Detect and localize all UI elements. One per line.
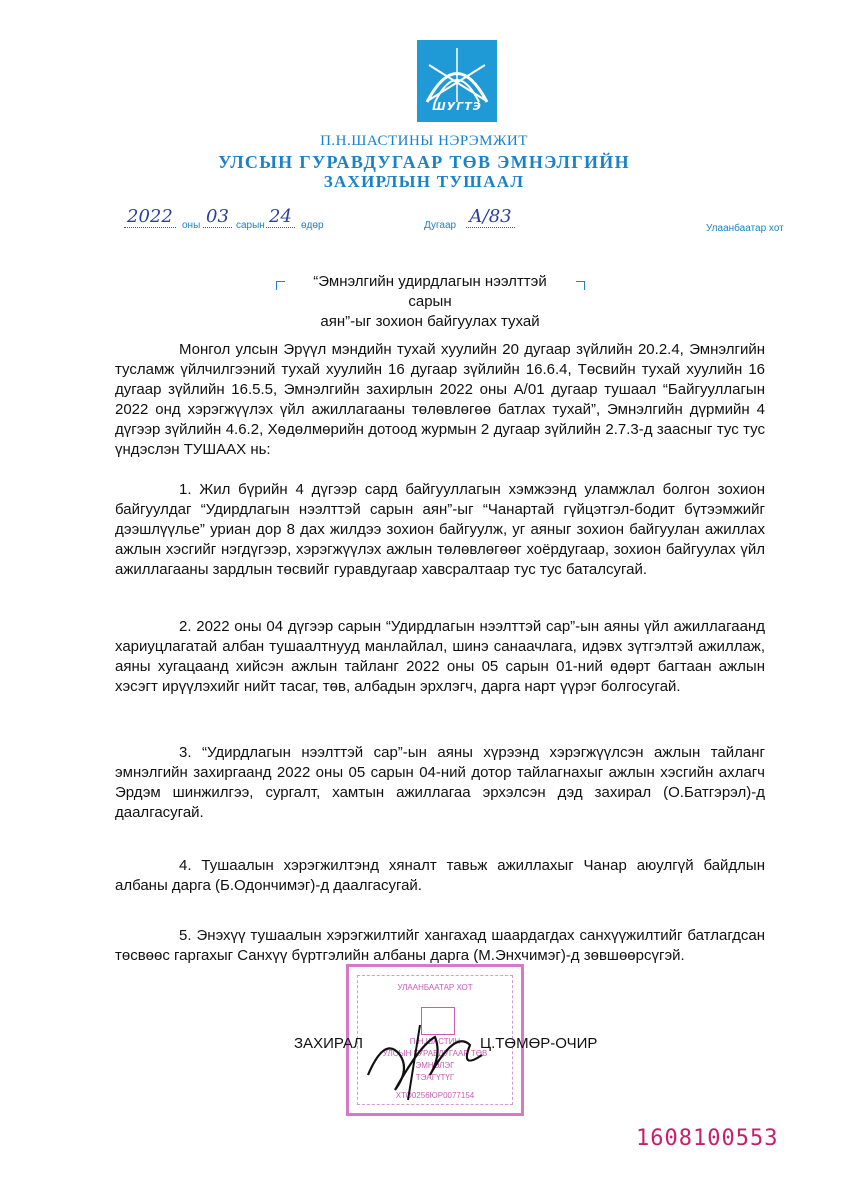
subject-line-2: аян”-ыг зохион байгуулах тухай: [320, 313, 540, 330]
order-subject: [290, 272, 570, 332]
order-number-label: Дугаар: [424, 220, 457, 231]
subject-corner-right: [576, 281, 585, 290]
stamp-line-1: П.Н.ШАСТИН: [409, 1037, 461, 1046]
handwritten-signature: [360, 1015, 490, 1105]
document-serial-number: 1608100553: [636, 1126, 779, 1151]
order-item-4: 4. Тушаалын хэрэгжилтэнд хяналт тавьж ажиллахыг Чанар аюулгүй байдлын албаны дарга (Б.Одончимэг)-д даалгасугай.: [115, 857, 765, 894]
hospital-logo: [417, 40, 497, 122]
signatory-title: ЗАХИРАЛ: [294, 1035, 364, 1052]
order-number: А/83: [466, 206, 515, 228]
stamp-line-4: ТЭАГҮТҮГ: [415, 1073, 455, 1082]
order-item-1: 1. Жил бүрийн 4 дүгээр сард байгууллагын хэмжээнд уламжлал болгон зохион байгуулдаг “Удирдлагын нээлттэй сарын аян”-ыг “Чанартай гүйцэтгэл-бодит бүтээмжийг дээшлүүлье” уриан дор 8 дах жилдээ зохион байгуулж, уг аяныг зохион байгуулан ажиллах ажлын хэсгийг нэгдүгээр, хэрэгжүүлэх ажлын төлөвлөгөөг хоёрдугаар, зохион байгуулах үйл ажиллагааны зардлын төсвийг гуравдугаар хавсралтаар тус тус баталсугай.: [115, 481, 765, 578]
stamp-top-text: УЛААНБААТАР ХОТ: [397, 983, 473, 992]
date-month: 03: [203, 206, 232, 228]
subject-corner-left: [276, 281, 285, 290]
date-day: 24: [266, 206, 295, 228]
date-month-label: сарын: [236, 220, 265, 231]
date-year-label: оны: [182, 220, 201, 231]
stamp-bottom-text: ХТО0256ЮР0077154: [395, 1091, 475, 1100]
order-item-5: 5. Энэхүү тушаалын хэрэгжилтийг хангахад шаардагдах санхүүжилтийг батлагдсан төсвөөс гаргахыг Санхүү бүртгэлийн албаны дарга (М.Энхчимэг)-д зөвшөөрсүгэй.: [115, 927, 765, 964]
date-year: 2022: [124, 206, 176, 228]
stamp-line-2: УЛСЫН ГУРАВДУГААР ТӨВ: [382, 1049, 488, 1058]
header-line-3: ЗАХИРЛЫН ТУШААЛ: [323, 172, 525, 191]
subject-line-1: “Эмнэлгийн удирдлагын нээлттэй сарын: [313, 273, 547, 310]
logo-text: ШУГТЭ: [432, 100, 482, 113]
signatory-name: Ц.ТӨМӨР-ОЧИР: [480, 1035, 598, 1052]
header-line-1: П.Н.ШАСТИНЫ НЭРЭМЖИТ: [320, 133, 528, 149]
order-item-2: 2. 2022 оны 04 дүгээр сарын “Удирдлагын нээлттэй сар”-ын аяны үйл ажиллагаанд хариуцлагатай албан тушаалтнууд манлайлал, шинэ санаачлага, идэвх зүтгэлтэй ажиллаж, аяны хугацаанд хийсэн ажлын тайланг 2022 оны 05 сарын 01-ний өдөрт багтаан ажлын хэсэгт ирүүлэхийг нийт тасаг, төв, албадын эрхлэгч, дарга нарт үүрэг болгосугай.: [115, 618, 765, 695]
header-line-2: УЛСЫН ГУРАВДУГААР ТӨВ ЭМНЭЛГИЙН: [218, 152, 630, 172]
date-day-label: өдөр: [301, 220, 324, 231]
preamble-paragraph: Монгол улсын Эрүүл мэндийн тухай хуулийн 20 дугаар зүйлийн 20.2.4, Эмнэлгийн тусламж үйлчилгээний тухай хуулийн 16 дугаар зүйлийн 16.6.4, Төсвийн тухай хуулийн 16 дугаар зүйлийн 16.5.5, Эмнэлгийн захирлын 2022 оны А/01 дугаар тушаал “Байгууллагын 2022 онд хэрэгжүүлэх үйл ажиллагааны төлөвлөгөө батлах тухай”, Эмнэлгийн дүрмийн 4 дүгээр зүйлийн 4.6.2, Хөдөлмөрийн дотоод журмын 2 дугаар зүйлийн 2.7.3-д заасныг тус тус үндэслэн ТУШААХ нь:: [115, 341, 765, 458]
city-label: Улаанбаатар хот: [706, 223, 784, 234]
stamp-line-3: ЭМНЭЛЭГ: [415, 1061, 455, 1070]
order-item-3: 3. “Удирдлагын нээлттэй сар”-ын аяны хүрээнд хэрэгжүүлсэн ажлын тайланг эмнэлгийн захиргаанд 2022 оны 05 сарын 04-ний дотор тайлагнахыг ажлын хэсгийн ахлагч Эрдэм шинжилгээ, сургалт, хамтын ажиллагаа эрхэлсэн дэд захирал (О.Батгэрэл)-д даалгасугай.: [115, 744, 765, 821]
